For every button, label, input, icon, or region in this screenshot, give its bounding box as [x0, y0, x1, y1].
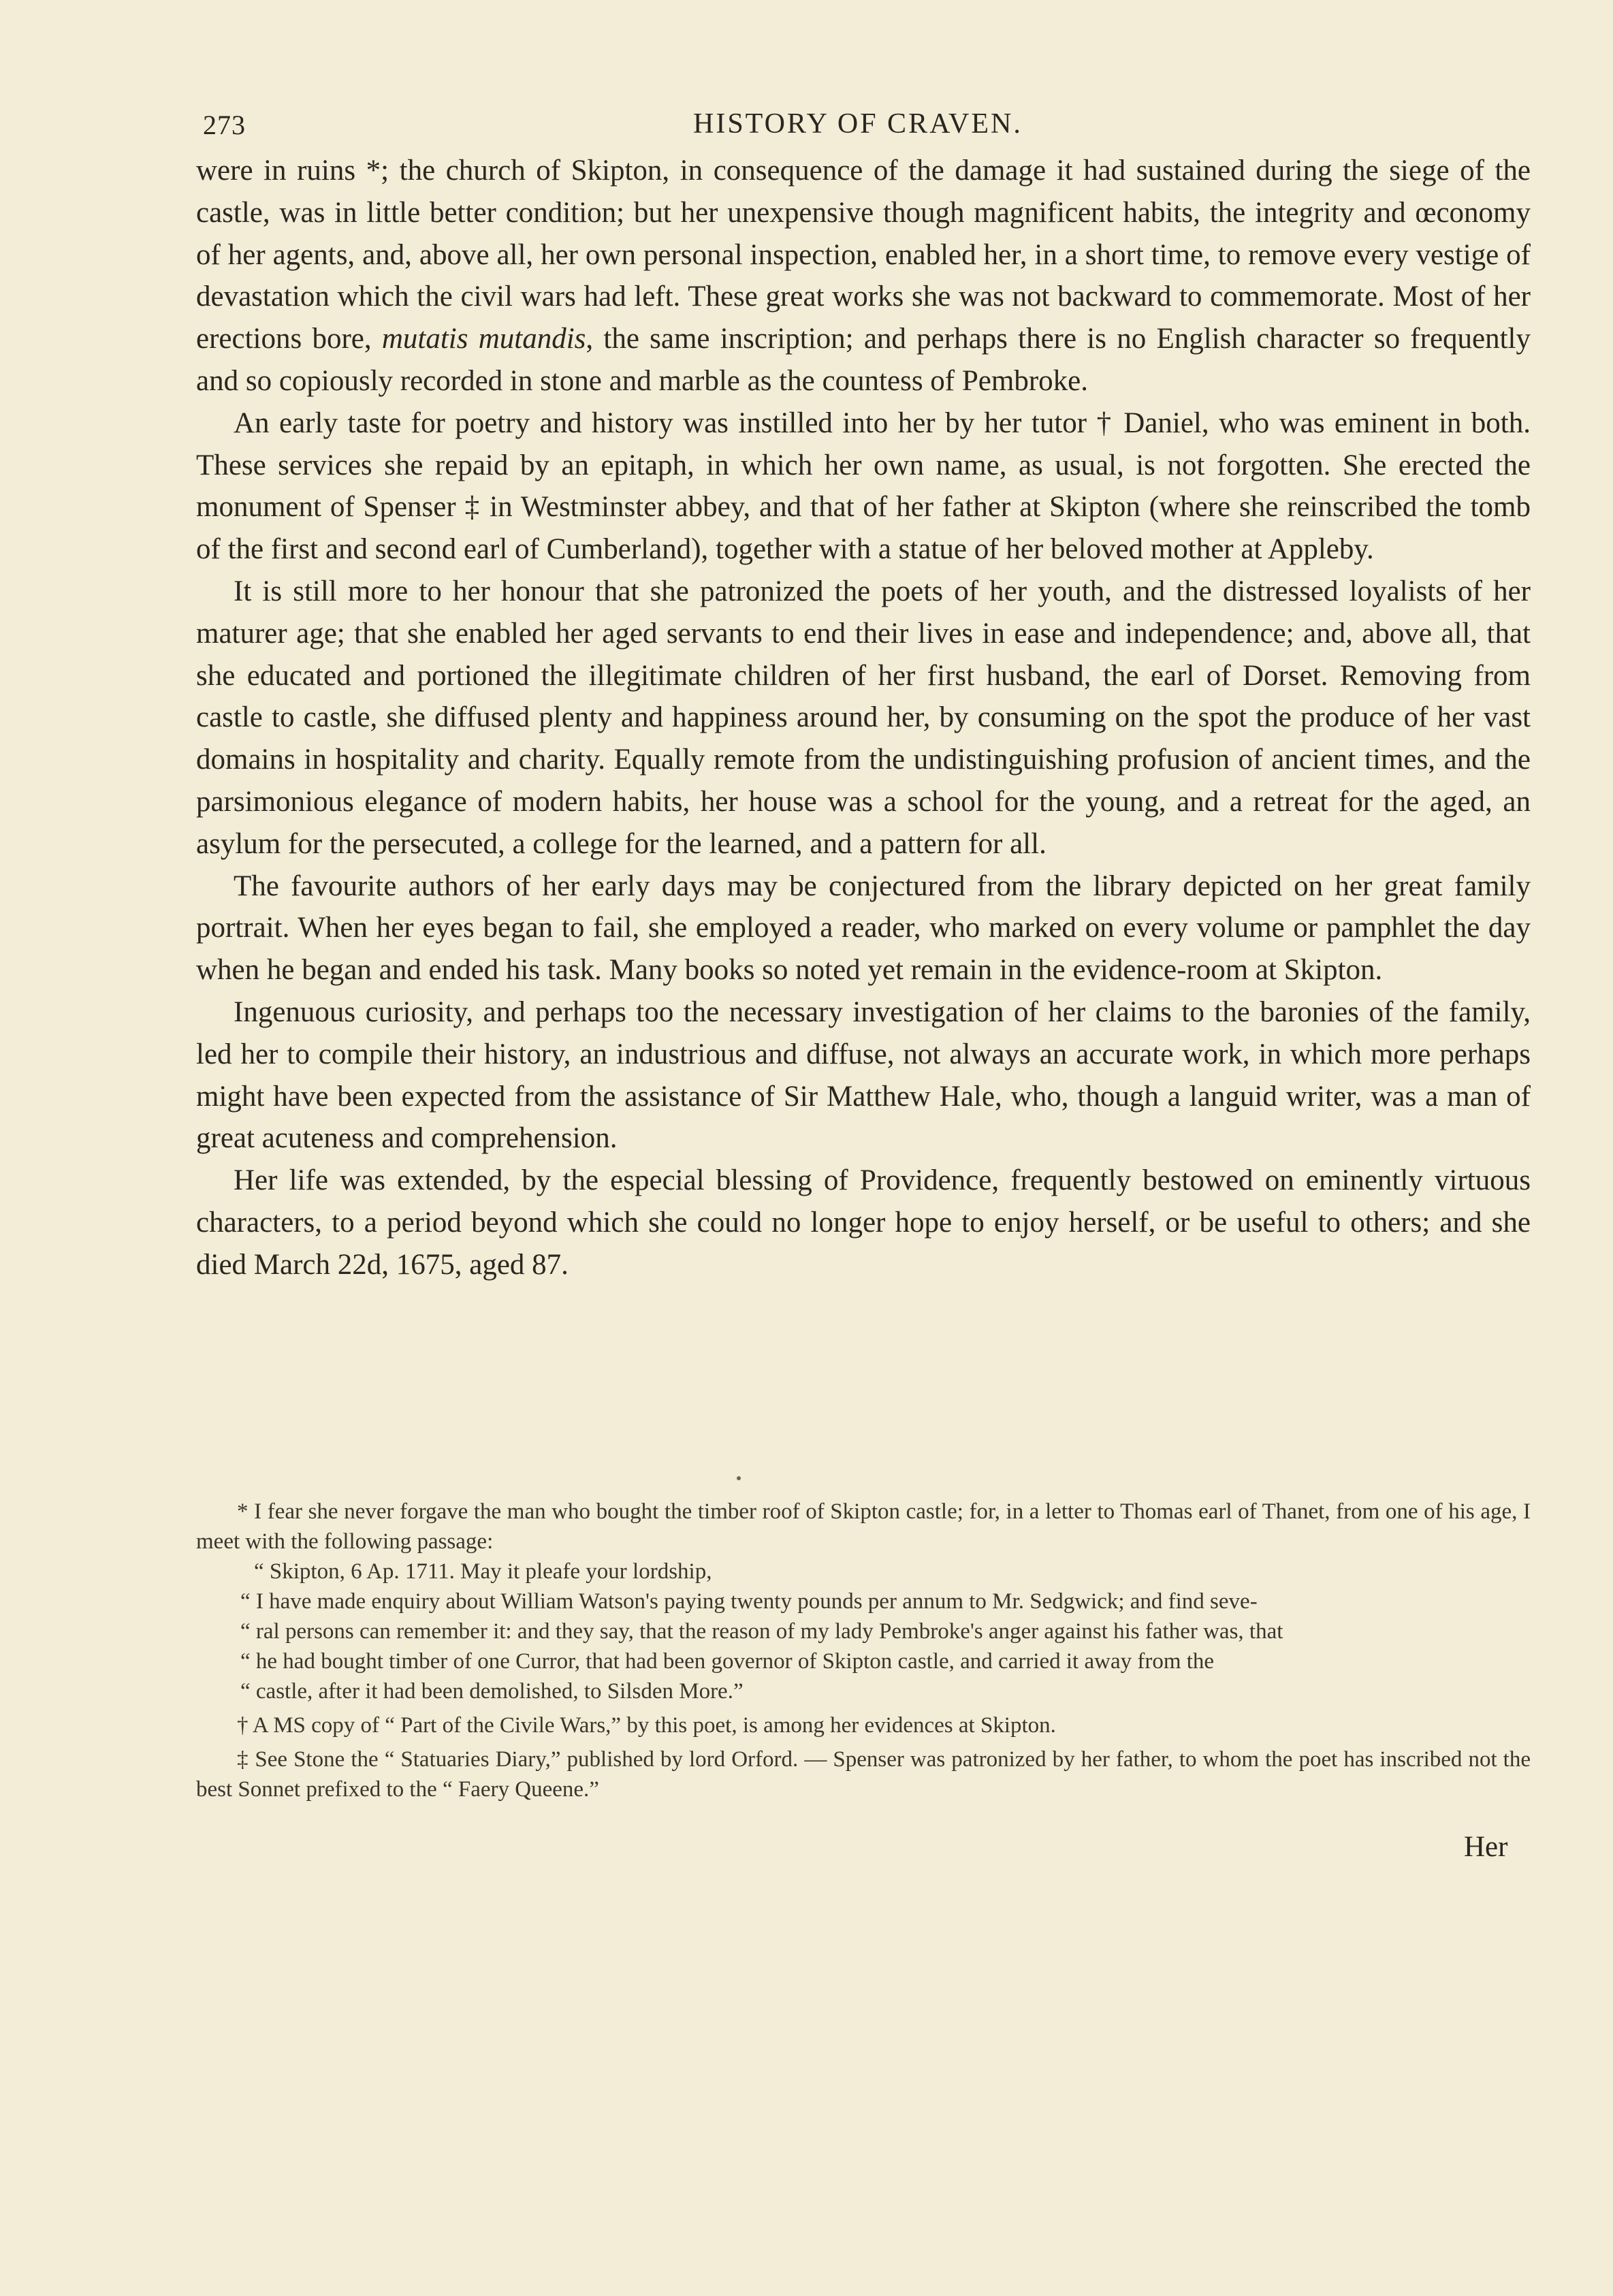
end-mark — [737, 1476, 741, 1480]
footnotes — [196, 1497, 1531, 1804]
running-title: HISTORY OF CRAVEN. — [693, 108, 1023, 140]
footnote-star: * I fear she never forgave the man who bought the timber roof of Skipton castle; for, in a letter to Thomas earl of Thanet, from one of his age, I meet with the following passage: — [196, 1499, 1531, 1554]
body-text — [196, 150, 1531, 1286]
paragraph-2: An early taste for poetry and history was instilled into her by her tutor † Daniel, who was eminent in both. These services she repaid by an epitaph, in which her own name, as usual, is not forgotten. She erected the monument of Spenser ‡ in Westminster abbey, and that of her father at Skipton (where she reinscribed the tomb of the first and second earl of Cumberland), together with a statue of her beloved mother at Appleby. — [196, 406, 1531, 566]
paragraph-6: Her life was extended, by the especial blessing of Providence, frequently bestowed on eminently virtuous characters, to a period beyond which she could no longer hope to enjoy herself, or be useful to others; and she died March 22d, 1675, aged 87. — [196, 1164, 1531, 1281]
footnote-quote-line: “ ral persons can remember it: and they say, that the reason of my lady Pembroke's anger against his father was, that — [240, 1619, 1283, 1644]
page-number: 273 — [203, 110, 246, 140]
catchword: Her — [1464, 1831, 1508, 1863]
paragraph-1-italic: mutatis mutandis — [381, 323, 586, 355]
paragraph-3: It is still more to her honour that she patronized the poets of her youth, and the distressed loyalists of her maturer age; that she enabled her aged servants to end their lives in ease and independence; and, above all, that she educated and portioned the illegitimate children of her first husband, the earl of Dorset. Removing from castle to castle, she diffused plenty and happiness around her, by consuming on the spot the produce of her vast domains in hospitality and charity. Equally remote from the undistinguishing profusion of ancient times, and the parsimonious elegance of modern habits, her house was a school for the young, and a retreat for the aged, an asylum for the persecuted, a college for the learned, and a pattern for all. — [196, 575, 1531, 860]
footnote-double-dagger: ‡ See Stone the “ Statuaries Diary,” published by lord Orford. — Spenser was patronized by her father, to whom the poet has inscribed not the best Sonnet prefixed to the “ Faery Queene.” — [196, 1747, 1531, 1802]
paragraph-4: The favourite authors of her early days may be conjectured from the library depicted on her great family portrait. When her eyes began to fail, she employed a reader, who marked on every volume or pamphlet the day when he began and ended his task. Many books so noted yet remain in the evidence-room at Skipton. — [196, 870, 1531, 987]
footnote-quote-line: “ castle, after it had been demolished, to Silsden More.” — [240, 1679, 744, 1704]
page — [196, 102, 1531, 1286]
footnote-quote-line: “ I have made enquiry about William Watson's paying twenty pounds per annum to Mr. Sedgwick; and find seve- — [240, 1589, 1258, 1614]
footnote-quote-line: “ Skipton, 6 Ap. 1711. May it pleafe your lordship, — [254, 1559, 712, 1584]
footnote-dagger: † A MS copy of “ Part of the Civile Wars,” by this poet, is among her evidences at Skipton. — [237, 1713, 1056, 1738]
footnote-quote-line: “ he had bought timber of one Curror, that had been governor of Skipton castle, and carried it away from the — [240, 1649, 1215, 1674]
paragraph-5: Ingenuous curiosity, and perhaps too the necessary investigation of her claims to the baronies of the family, led her to compile their history, an industrious and diffuse, not always an accurate work, in which more perhaps might have been expected from the assistance of Sir Matthew Hale, who, though a languid writer, was a man of great acuteness and comprehension. — [196, 995, 1531, 1155]
paragraph-1-before: were in ruins *; the church of Skipton, in consequence of the damage it had sustained during the siege of the castle, was in little better condition; but her unexpensive though magnificent habits, the integrity and œconomy of her agents, and, above all, her own personal inspection, enabled her, in a short time, to remove every vestige of devastation which the civil wars had left. These great works she was not backward to commemorate. Most of her erections bore, — [196, 155, 1531, 355]
paragraph-1-after: , the same inscription; and perhaps there is no English character so frequently and so copiously recorded in stone and marble as the countess of Pembroke. — [196, 323, 1531, 397]
paragraph-1 — [196, 150, 1531, 402]
running-head — [196, 102, 1531, 150]
